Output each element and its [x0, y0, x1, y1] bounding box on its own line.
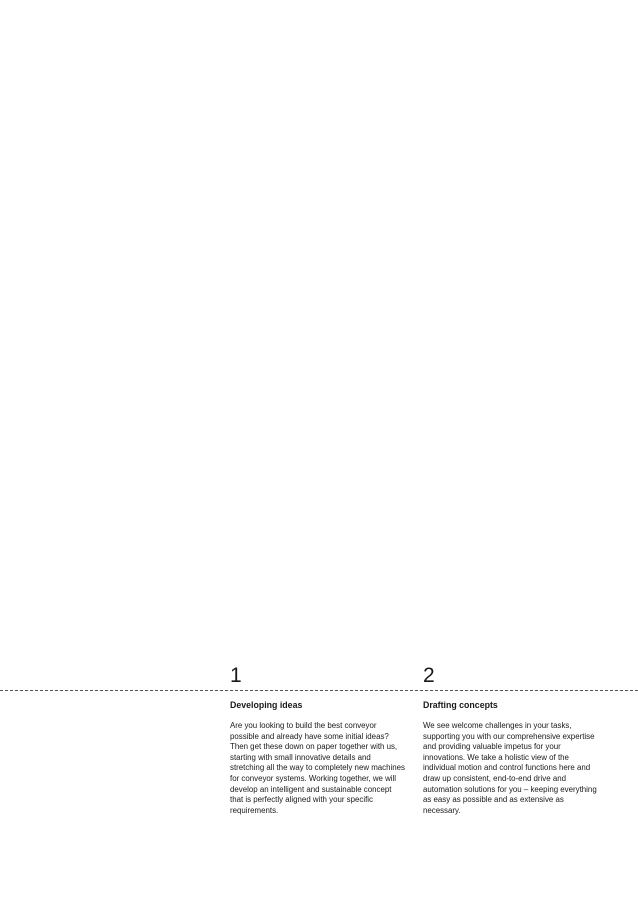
step-number: 2 [423, 664, 435, 687]
step-number: 1 [230, 664, 242, 687]
step-description: Are you looking to build the best conveyor possible and already have some initial ideas? Then get these down on paper together with us, starting with small innovative details and stretching all the way to completely new machines for conveyor systems. Working together, we will develop an intelligent and sustainable concept that is perfectly aligned with your specific requirements. [230, 721, 405, 815]
step-title: Drafting concepts [423, 700, 498, 710]
dashed-timeline-divider [0, 690, 638, 691]
step-description: We see welcome challenges in your tasks, supporting you with our comprehensive expertise and providing valuable impetus for your innovations. We take a holistic view of the individual motion and control functions here and draw up consistent, end-to-end drive and automation solutions for you – keeping everything as easy as possible and as extensive as necessary. [423, 721, 597, 815]
step-developing-ideas [230, 664, 406, 815]
step-drafting-concepts [423, 664, 599, 815]
step-title: Developing ideas [230, 700, 303, 710]
